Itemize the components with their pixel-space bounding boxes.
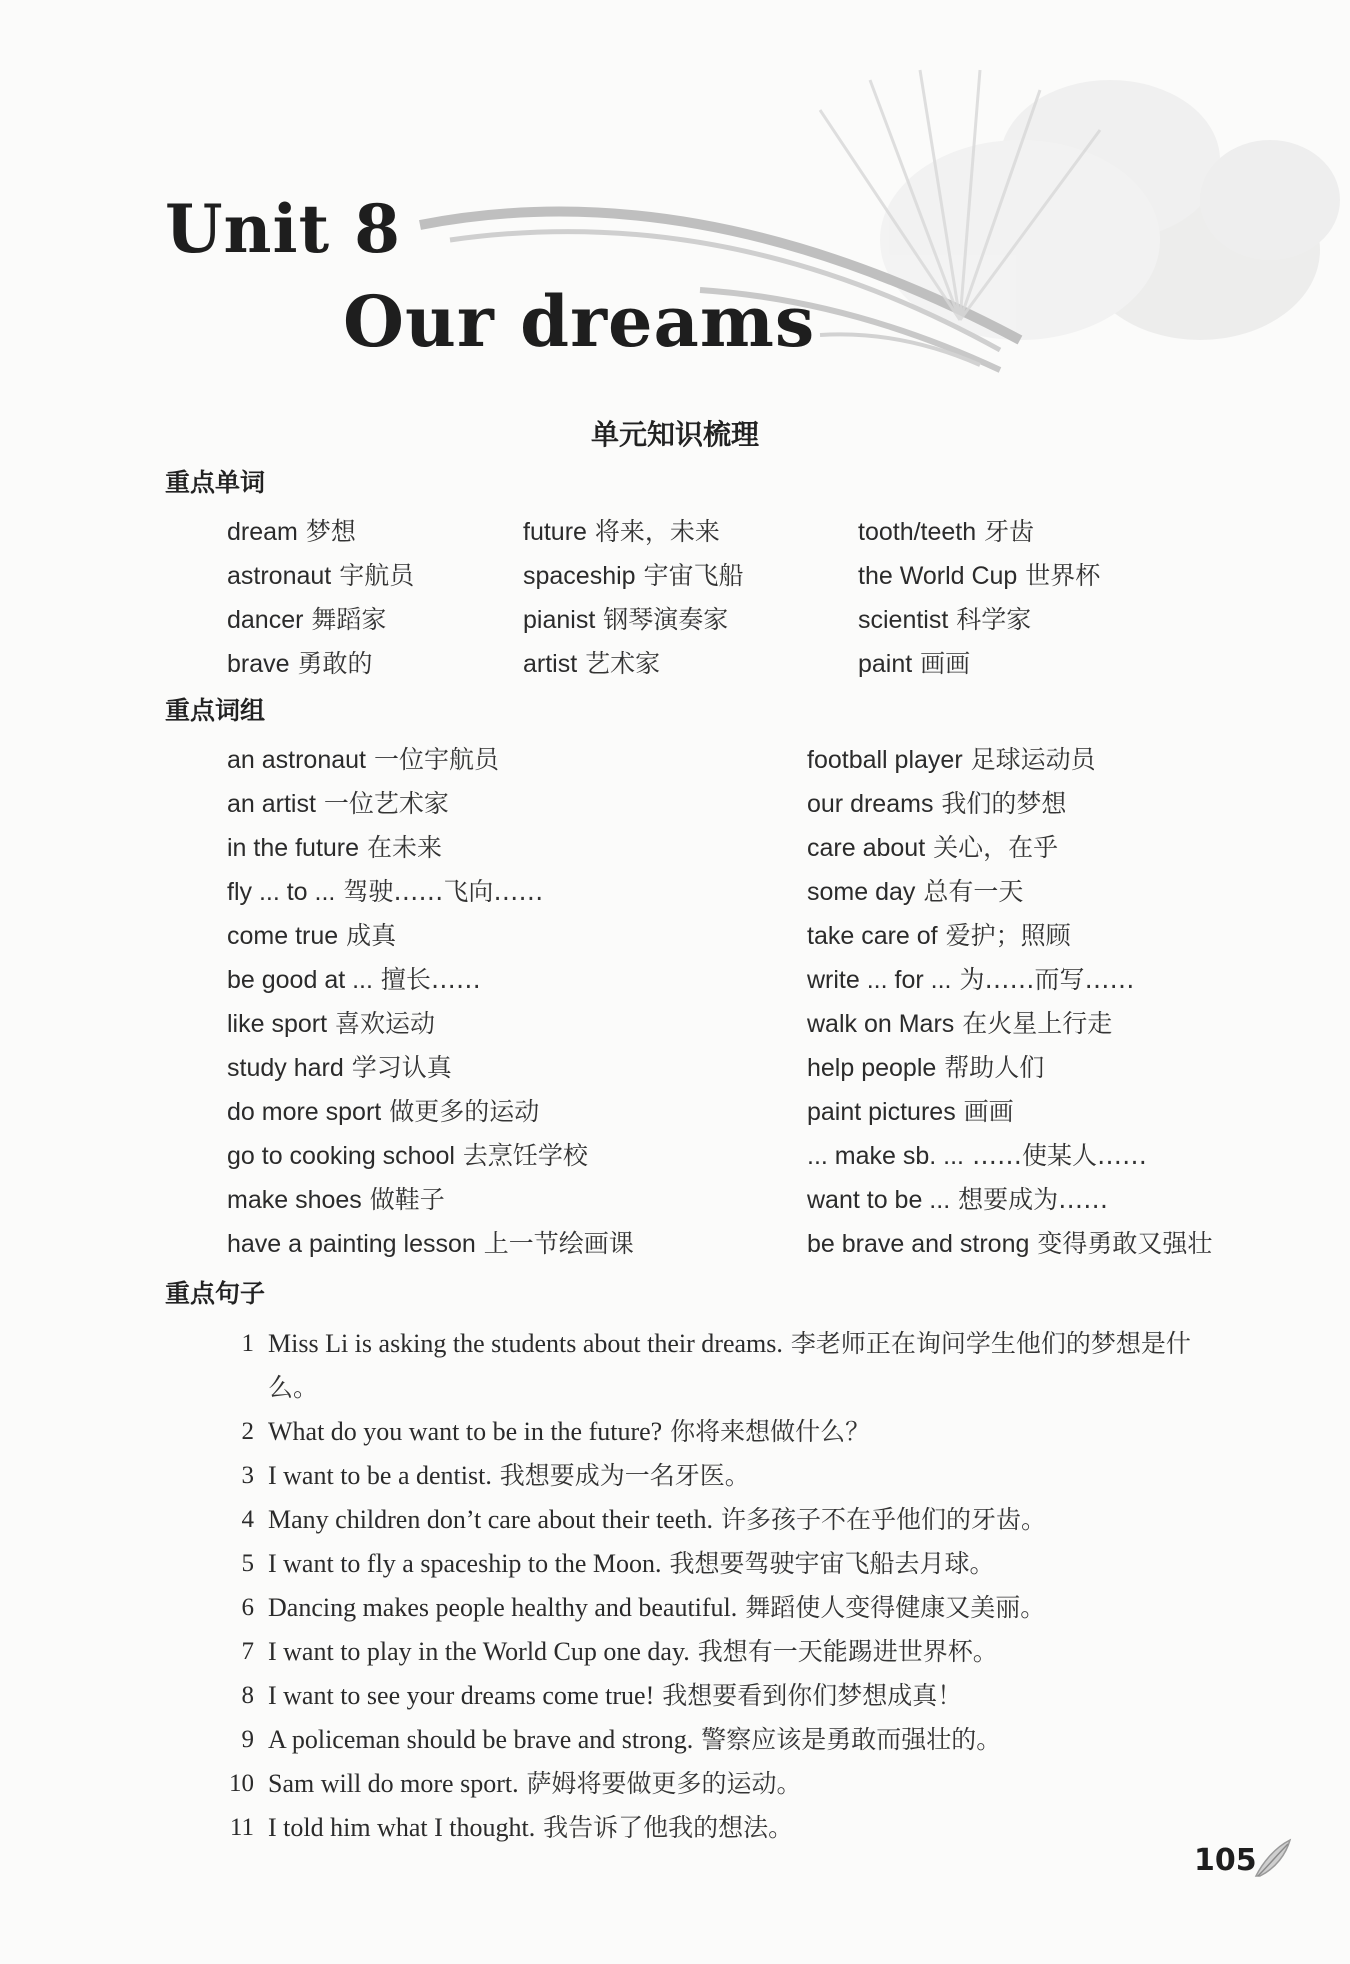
sentence-number: 5 xyxy=(241,1550,254,1577)
vocab-word: dancer xyxy=(227,606,304,634)
vocab-word: the World Cup xyxy=(858,562,1018,590)
phrase-text: have a painting lesson xyxy=(227,1230,476,1258)
sentence-item xyxy=(220,1586,1220,1630)
vocab-meaning: 艺术家 xyxy=(585,649,661,678)
phrase-meaning: 成真 xyxy=(346,921,397,950)
phrase-meaning: 一位宇航员 xyxy=(373,745,499,774)
sentence-number: 11 xyxy=(229,1814,254,1841)
sentence-chinese: 我想要成为一名牙医。 xyxy=(499,1461,750,1490)
sentence-english: Dancing makes people healthy and beautiful. xyxy=(268,1593,738,1622)
sentence-item xyxy=(220,1674,1220,1718)
phrase-text: football player xyxy=(807,746,963,774)
sentence-item xyxy=(220,1454,1220,1498)
sentence-number: 10 xyxy=(229,1770,254,1797)
vocab-item xyxy=(858,600,1031,644)
phrase-meaning: 上一节绘画课 xyxy=(483,1229,634,1258)
phrase-text: like sport xyxy=(227,1010,328,1038)
vocab-item xyxy=(858,512,1034,556)
sentence-chinese: 我想有一天能踢进世界杯。 xyxy=(697,1637,998,1666)
phrase-meaning: 画画 xyxy=(963,1097,1014,1126)
phrase-text: take care of xyxy=(807,922,938,950)
vocab-item xyxy=(858,644,970,688)
phrase-item xyxy=(227,916,396,960)
phrase-meaning: 帮助人们 xyxy=(944,1053,1045,1082)
vocab-meaning: 牙齿 xyxy=(984,517,1035,546)
phrase-item xyxy=(227,784,449,828)
phrase-text: walk on Mars xyxy=(807,1010,955,1038)
phrase-text: in the future xyxy=(227,834,360,862)
phrase-item xyxy=(227,1224,634,1268)
phrase-item xyxy=(227,1092,539,1136)
sentence-number: 2 xyxy=(241,1418,254,1445)
sentence-number: 1 xyxy=(241,1330,254,1357)
phrase-text: do more sport xyxy=(227,1098,382,1126)
sentence-english: I want to fly a spaceship to the Moon. xyxy=(268,1549,662,1578)
sentence-number: 4 xyxy=(241,1506,254,1533)
phrase-meaning: 总有一天 xyxy=(923,877,1024,906)
phrase-item xyxy=(807,1180,1108,1224)
phrase-item xyxy=(807,784,1066,828)
vocab-item xyxy=(858,556,1100,600)
sentence-item xyxy=(220,1806,1220,1850)
sentence-item xyxy=(220,1630,1220,1674)
vocab-meaning: 宇宙飞船 xyxy=(643,561,744,590)
sentence-chinese: 舞蹈使人变得健康又美丽。 xyxy=(745,1593,1046,1622)
phrase-meaning: 想要成为…… xyxy=(958,1185,1109,1214)
phrase-text: an artist xyxy=(227,790,316,818)
sentence-chinese: 我想要驾驶宇宙飞船去月球。 xyxy=(669,1549,995,1578)
phrase-item xyxy=(227,872,543,916)
vocab-word: tooth/teeth xyxy=(858,518,977,546)
phrase-meaning: 在火星上行走 xyxy=(962,1009,1113,1038)
vocab-word: artist xyxy=(523,650,578,678)
vocab-item xyxy=(523,600,728,644)
phrase-item xyxy=(807,916,1071,960)
sentence-item xyxy=(220,1542,1220,1586)
vocab-word: pianist xyxy=(523,606,596,634)
phrase-text: study hard xyxy=(227,1054,344,1082)
phrase-meaning: 学习认真 xyxy=(351,1053,452,1082)
vocab-meaning: 画画 xyxy=(920,649,971,678)
phrase-item xyxy=(227,960,481,1004)
sentences-heading: 重点句子 xyxy=(165,1279,266,1308)
vocab-item xyxy=(523,644,660,688)
sentence-english: I told him what I thought. xyxy=(268,1813,536,1842)
phrase-item xyxy=(227,1048,452,1092)
phrase-item xyxy=(227,1004,435,1048)
sentence-chinese: 你将来想做什么？ xyxy=(670,1417,871,1446)
unit-subtitle: Our dreams xyxy=(343,280,816,363)
vocab-meaning: 将来，未来 xyxy=(594,517,720,546)
sentence-chinese: 萨姆将要做更多的运动。 xyxy=(526,1769,802,1798)
sentence-english: A policeman should be brave and strong. xyxy=(268,1725,694,1754)
phrase-item xyxy=(227,740,499,784)
phrase-text: fly ... to ... xyxy=(227,878,336,906)
sentence-chinese: 警察应该是勇敢而强壮的。 xyxy=(701,1725,1002,1754)
phrase-meaning: 为……而写…… xyxy=(959,965,1135,994)
sentence-chinese: 许多孩子不在乎他们的牙齿。 xyxy=(720,1505,1046,1534)
vocab-word: scientist xyxy=(858,606,949,634)
phrase-item xyxy=(807,1136,1147,1180)
sentence-chinese: 李老师正在询问学生他们的梦想是什么。 xyxy=(268,1329,1191,1402)
phrase-text: go to cooking school xyxy=(227,1142,455,1170)
phrase-item xyxy=(807,1224,1212,1268)
phrase-text: want to be ... xyxy=(807,1186,951,1214)
vocab-meaning: 勇敢的 xyxy=(297,649,373,678)
phrase-item xyxy=(807,1048,1044,1092)
vocab-word: dream xyxy=(227,518,298,546)
phrase-meaning: 驾驶……飞向…… xyxy=(343,877,544,906)
vocab-word: paint xyxy=(858,650,913,678)
phrase-meaning: 一位艺术家 xyxy=(323,789,449,818)
phrase-meaning: 变得勇敢又强壮 xyxy=(1037,1229,1213,1258)
phrase-meaning: 在未来 xyxy=(366,833,442,862)
vocab-meaning: 世界杯 xyxy=(1025,561,1101,590)
vocab-word: future xyxy=(523,518,587,546)
phrase-text: paint pictures xyxy=(807,1098,956,1126)
phrase-item xyxy=(227,1136,588,1180)
vocab-item xyxy=(227,512,356,556)
sentence-number: 8 xyxy=(241,1682,254,1709)
vocab-meaning: 钢琴演奏家 xyxy=(603,605,729,634)
phrase-text: write ... for ... xyxy=(807,966,952,994)
sentence-item xyxy=(220,1410,1220,1454)
phrase-meaning: 我们的梦想 xyxy=(941,789,1067,818)
phrase-meaning: 去烹饪学校 xyxy=(462,1141,588,1170)
phrase-meaning: 关心，在乎 xyxy=(933,833,1059,862)
phrase-text: be good at ... xyxy=(227,966,373,994)
phrase-text: help people xyxy=(807,1054,937,1082)
sentence-english: Miss Li is asking the students about their dreams. xyxy=(268,1329,783,1358)
phrase-text: care about xyxy=(807,834,926,862)
phrase-item xyxy=(807,828,1058,872)
vocab-meaning: 科学家 xyxy=(956,605,1032,634)
vocab-item xyxy=(227,556,414,600)
sentence-english: I want to play in the World Cup one day. xyxy=(268,1637,690,1666)
phrase-text: ... make sb. ... xyxy=(807,1142,964,1170)
phrase-item xyxy=(227,1180,445,1224)
phrase-text: come true xyxy=(227,922,339,950)
unit-title: Unit 8 xyxy=(165,190,402,268)
sentence-chinese: 我告诉了他我的想法。 xyxy=(543,1813,794,1842)
phrase-text: an astronaut xyxy=(227,746,366,774)
vocab-heading: 重点单词 xyxy=(165,468,266,497)
sentence-list xyxy=(220,1322,1220,1850)
sentence-number: 7 xyxy=(241,1638,254,1665)
vocab-item xyxy=(227,600,386,644)
vocab-meaning: 梦想 xyxy=(305,517,356,546)
phrase-text: make shoes xyxy=(227,1186,362,1214)
phrase-text: our dreams xyxy=(807,790,934,818)
sentence-number: 9 xyxy=(241,1726,254,1753)
sentence-item xyxy=(220,1322,1220,1410)
phrase-item xyxy=(227,828,442,872)
sentence-english: I want to be a dentist. xyxy=(268,1461,492,1490)
vocab-word: spaceship xyxy=(523,562,636,590)
sentence-number: 6 xyxy=(241,1594,254,1621)
phrase-item xyxy=(807,960,1134,1004)
sentence-english: Sam will do more sport. xyxy=(268,1769,519,1798)
phrase-meaning: 足球运动员 xyxy=(970,745,1096,774)
vocab-word: brave xyxy=(227,650,290,678)
sentence-english: Many children don’t care about their teeth. xyxy=(268,1505,713,1534)
sentence-chinese: 我想要看到你们梦想成真！ xyxy=(662,1681,963,1710)
sentence-item xyxy=(220,1762,1220,1806)
page-number: 105 xyxy=(1194,1843,1257,1878)
phrase-item xyxy=(807,1004,1112,1048)
phrase-meaning: 喜欢运动 xyxy=(335,1009,436,1038)
phrase-meaning: ……使某人…… xyxy=(971,1141,1147,1170)
phrase-item xyxy=(807,1092,1014,1136)
sentence-item xyxy=(220,1718,1220,1762)
phrases-heading: 重点词组 xyxy=(165,696,266,725)
vocab-meaning: 宇航员 xyxy=(339,561,415,590)
phrase-item xyxy=(807,872,1023,916)
sentence-number: 3 xyxy=(241,1462,254,1489)
leaf-icon xyxy=(1252,1836,1294,1880)
phrase-text: some day xyxy=(807,878,916,906)
phrase-meaning: 擅长…… xyxy=(380,965,481,994)
vocab-item xyxy=(523,556,744,600)
phrase-meaning: 爱护；照顾 xyxy=(945,921,1071,950)
vocab-meaning: 舞蹈家 xyxy=(311,605,387,634)
section-heading: 单元知识梳理 xyxy=(590,418,759,451)
vocab-word: astronaut xyxy=(227,562,332,590)
sentence-english: I want to see your dreams come true! xyxy=(268,1681,655,1710)
sentence-english: What do you want to be in the future? xyxy=(268,1417,663,1446)
vocab-item xyxy=(523,512,720,556)
phrase-text: be brave and strong xyxy=(807,1230,1030,1258)
vocab-item xyxy=(227,644,373,688)
phrase-meaning: 做更多的运动 xyxy=(389,1097,540,1126)
phrase-meaning: 做鞋子 xyxy=(369,1185,445,1214)
sentence-item xyxy=(220,1498,1220,1542)
phrase-item xyxy=(807,740,1096,784)
